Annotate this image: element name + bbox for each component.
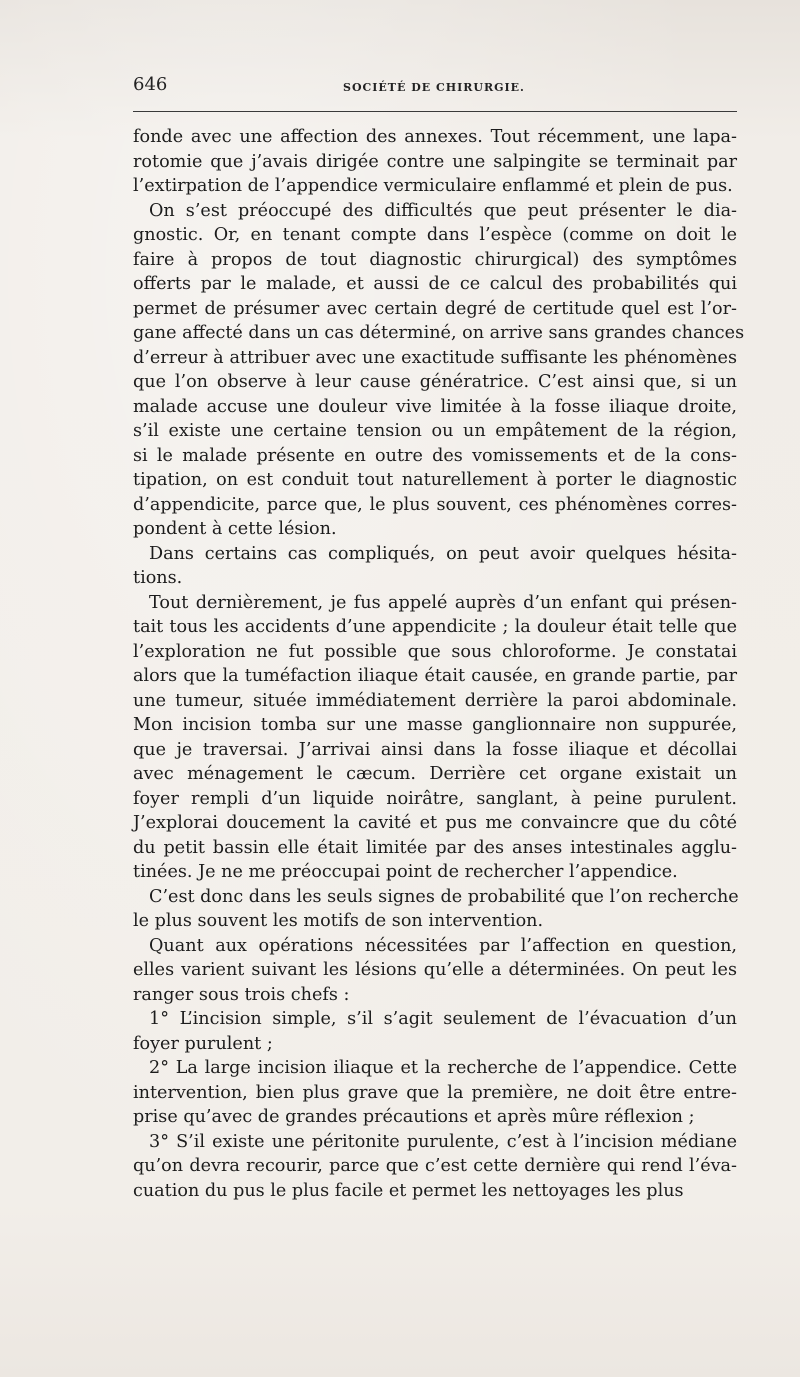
text-line: intervention, bien plus grave que la première, ne doit être entre-	[133, 1082, 737, 1103]
paragraph	[133, 125, 737, 199]
text-line: alors que la tuméfaction iliaque était causée, en grande partie, par	[133, 666, 737, 686]
paragraph	[133, 1007, 737, 1056]
text-line: permet de présumer avec certain degré de certitude quel est l’or-	[133, 298, 737, 319]
text-line: C’est donc dans les seuls signes de probabilité que l’on recherche	[149, 886, 739, 907]
running-head: SOCIÉTÉ DE CHIRURGIE.	[343, 81, 525, 94]
text-line: elles varient suivant les lésions qu’elle a déterminées. On peut les	[133, 960, 737, 980]
text-line: tions.	[133, 568, 183, 588]
paragraph	[133, 1130, 737, 1204]
text-line: faire à propos de tout diagnostic chirurgical) des symptômes	[133, 249, 737, 270]
text-line: avec ménagement le cæcum. Derrière cet organe existait un	[133, 764, 737, 784]
text-line: tinées. Je ne me préoccupai point de rechercher l’appendice.	[133, 862, 678, 882]
header-rule	[133, 111, 737, 112]
page-header	[133, 74, 737, 100]
text-line: fonde avec une affection des annexes. Tout récemment, une lapa-	[133, 127, 737, 147]
text-line: 2° La large incision iliaque et la recherche de l’appendice. Cette	[149, 1058, 737, 1078]
text-line: s’il existe une certaine tension ou un empâtement de la région,	[133, 421, 737, 441]
paragraph	[133, 934, 737, 1008]
text-line: l’exploration ne fut possible que sous chloroforme. Je constatai	[133, 641, 737, 662]
body-text	[133, 125, 745, 1203]
text-line: d’erreur à attribuer avec une exactitude suffisante les phénomènes	[133, 347, 737, 368]
text-line: qu’on devra recourir, parce que c’est cette dernière qui rend l’éva-	[133, 1156, 737, 1176]
text-line: Tout dernièrement, je fus appelé auprès d’un enfant qui présen-	[149, 592, 737, 613]
text-line: foyer rempli d’un liquide noirâtre, sanglant, à peine purulent.	[133, 788, 737, 809]
text-line: que l’on observe à leur cause génératrice. C’est ainsi que, si un	[133, 372, 737, 392]
paragraph	[133, 885, 737, 934]
text-line: 3° S’il existe une péritonite purulente, c’est à l’incision médiane	[149, 1131, 737, 1152]
text-line: prise qu’avec de grandes précautions et après mûre réflexion ;	[133, 1107, 695, 1127]
text-line: offerts par le malade, et aussi de ce calcul des probabilités qui	[133, 274, 737, 294]
text-line: une tumeur, située immédiatement derrière la paroi abdominale.	[133, 690, 737, 711]
text-line: J’explorai doucement la cavité et pus me convaincre que du côté	[133, 813, 737, 833]
text-line: foyer purulent ;	[133, 1033, 273, 1054]
paragraph	[133, 591, 737, 885]
paragraph	[133, 1056, 737, 1130]
page-number: 646	[133, 74, 168, 95]
paragraph	[133, 199, 745, 542]
text-line: rotomie que j’avais dirigée contre une salpingite se terminait par	[133, 151, 737, 172]
text-line: gane affecté dans un cas déterminé, on arrive sans grandes chances	[133, 323, 745, 343]
text-line: le plus souvent les motifs de son intervention.	[133, 911, 544, 931]
text-line: Dans certains cas compliqués, on peut avoir quelques hésita-	[149, 543, 737, 564]
text-line: gnostic. Or, en tenant compte dans l’espèce (comme on doit le	[133, 225, 737, 245]
text-line: du petit bassin elle était limitée par des anses intestinales agglu-	[133, 837, 737, 858]
text-line: Quant aux opérations nécessitées par l’affection en question,	[149, 935, 737, 956]
text-line: Mon incision tomba sur une masse ganglionnaire non suppurée,	[133, 715, 737, 735]
text-line: pondent à cette lésion.	[133, 519, 337, 539]
text-line: malade accuse une douleur vive limitée à la fosse iliaque droite,	[133, 396, 737, 417]
text-line: 1° L’incision simple, s’il s’agit seulement de l’évacuation d’un	[149, 1009, 737, 1029]
text-line: tait tous les accidents d’une appendicite ; la douleur était telle que	[133, 617, 737, 637]
text-line: l’extirpation de l’appendice vermiculaire enflammé et plein de pus.	[133, 176, 733, 196]
text-line: que je traversai. J’arrivai ainsi dans la fosse iliaque et décollai	[133, 739, 737, 760]
text-line: d’appendicite, parce que, le plus souvent, ces phénomènes corres-	[133, 494, 737, 515]
text-line: On s’est préoccupé des difficultés que peut présenter le dia-	[149, 200, 737, 221]
paragraph	[133, 542, 737, 591]
text-line: si le malade présente en outre des vomissements et de la cons-	[133, 445, 737, 466]
text-line: cuation du pus le plus facile et permet les nettoyages les plus	[133, 1180, 684, 1201]
text-line: ranger sous trois chefs :	[133, 984, 350, 1005]
text-line: tipation, on est conduit tout naturellement à porter le diagnostic	[133, 470, 737, 490]
